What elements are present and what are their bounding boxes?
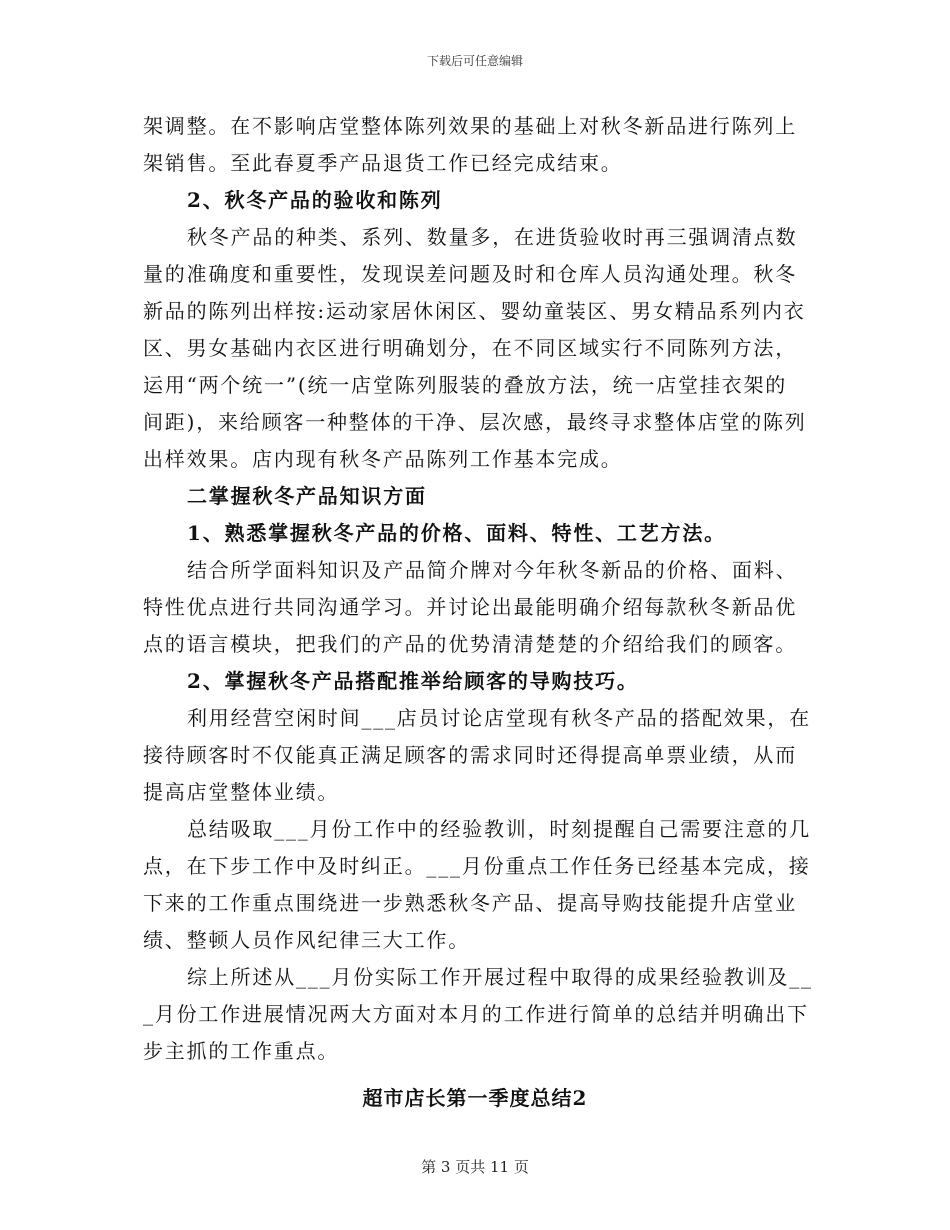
paragraph-line: 提高店堂整体业绩。 xyxy=(143,780,340,804)
paragraph-line: 步主抓的工作重点。 xyxy=(143,1039,340,1063)
paragraph-line: 新品的陈列出样按:运动家居休闲区、婴幼童装区、男女精品系列内衣 xyxy=(143,299,806,323)
paragraph-line: 区、男女基础内衣区进行明确划分，在不同区域实行不同陈列方法， xyxy=(143,336,797,360)
document-body xyxy=(143,108,813,1117)
subheading: 1、熟悉掌握秋冬产品的价格、面料、特性、工艺方法。 xyxy=(187,521,726,545)
subheading: 2、秋冬产品的验收和陈列 xyxy=(187,188,443,212)
paragraph-line: 秋冬产品的种类、系列、数量多，在进货验收时再三强调清点数 xyxy=(187,225,798,249)
paragraph-line: 运用“两个统一”(统一店堂陈列服装的叠放方法，统一店堂挂衣架的 xyxy=(143,373,788,397)
paragraph-line: 出样效果。店内现有秋冬产品陈列工作基本完成。 xyxy=(143,447,623,471)
page-header: 下载后可任意编辑 xyxy=(426,54,523,68)
section-heading: 二掌握秋冬产品知识方面 xyxy=(187,484,427,508)
paragraph-line: 总结吸取___月份工作中的经验教训，时刻提醒自己需要注意的几 xyxy=(187,817,811,841)
paragraph-line: 量的准确度和重要性，发现误差问题及时和仓库人员沟通处理。秋冬 xyxy=(143,262,797,286)
page-footer: 第 3 页共 11 页 xyxy=(421,1158,529,1176)
paragraph-line: _月份工作进展情况两大方面对本月的工作进行简单的总结并明确出下 xyxy=(143,1002,809,1026)
paragraph-line: 间距)，来给顾客一种整体的干净、层次感，最终寻求整体店堂的陈列 xyxy=(143,410,807,434)
paragraph-line: 绩、整顿人员作风纪律三大工作。 xyxy=(143,928,470,952)
paragraph-line: 架销售。至此春夏季产品退货工作已经完成结束。 xyxy=(143,151,623,175)
section-title: 超市店长第一季度总结2 xyxy=(362,1086,588,1110)
paragraph-line: 接待顾客时不仅能真正满足顾客的需求同时还得提高单票业绩，从而 xyxy=(143,743,797,767)
paragraph-line: 点，在下步工作中及时纠正。___月份重点工作任务已经基本完成，接 xyxy=(143,854,811,878)
paragraph-line: 利用经营空闲时间___店员讨论店堂现有秋冬产品的搭配效果，在 xyxy=(187,706,811,730)
paragraph-line: 结合所学面料知识及产品简介牌对今年秋冬新品的价格、面料、 xyxy=(187,558,798,582)
paragraph-line: 下来的工作重点围绕进一步熟悉秋冬产品、提高导购技能提升店堂业 xyxy=(143,891,797,915)
paragraph-line: 特性优点进行共同沟通学习。并讨论出最能明确介绍每款秋冬新品优 xyxy=(143,595,797,619)
subheading: 2、掌握秋冬产品搭配推举给顾客的导购技巧。 xyxy=(187,669,639,693)
paragraph-line: 综上所述从___月份实际工作开展过程中取得的成果经验教训及__ xyxy=(187,965,813,989)
paragraph-line: 架调整。在不影响店堂整体陈列效果的基础上对秋冬新品进行陈列上 xyxy=(143,114,797,138)
paragraph-line: 点的语言模块，把我们的产品的优势清清楚楚的介绍给我们的顾客。 xyxy=(143,632,797,656)
